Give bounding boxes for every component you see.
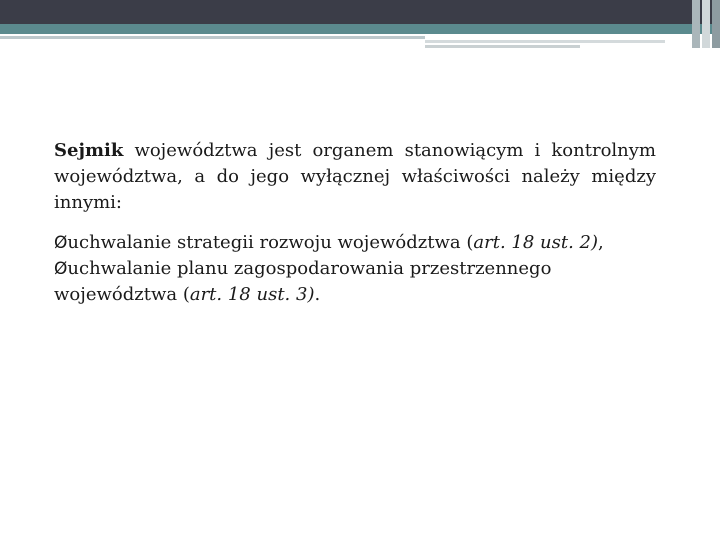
paragraph-lead: Sejmik — [54, 140, 124, 161]
list-item — [54, 256, 656, 308]
bullet-list — [54, 230, 656, 308]
paragraph-text: województwa jest organem stanowiącym i kontrolnym województwa, a do jego wyłącznej właściwości należy między innymi: — [54, 140, 656, 213]
bullet-tail: , — [598, 232, 604, 253]
divider-line — [425, 45, 580, 48]
title-bar-decoration — [0, 0, 720, 24]
corner-stripes-decoration — [692, 0, 720, 48]
bullet-text: uchwalanie planu zagospodarowania przestrzennego województwa ( — [54, 258, 552, 305]
accent-stripe — [0, 24, 720, 34]
bullet-tail: . — [314, 284, 321, 305]
slide-body — [54, 138, 656, 308]
divider-line — [0, 36, 425, 39]
bullet-text: uchwalanie strategii rozwoju województwa ( — [67, 232, 474, 253]
bullet-reference: art. 18 ust. 2) — [473, 232, 598, 253]
arrow-bullet-icon: Ø — [54, 259, 68, 279]
list-item — [54, 230, 656, 256]
intro-paragraph — [54, 138, 656, 216]
bullet-reference: art. 18 ust. 3) — [189, 284, 315, 305]
arrow-bullet-icon: Ø — [54, 233, 68, 253]
divider-line — [425, 40, 665, 43]
